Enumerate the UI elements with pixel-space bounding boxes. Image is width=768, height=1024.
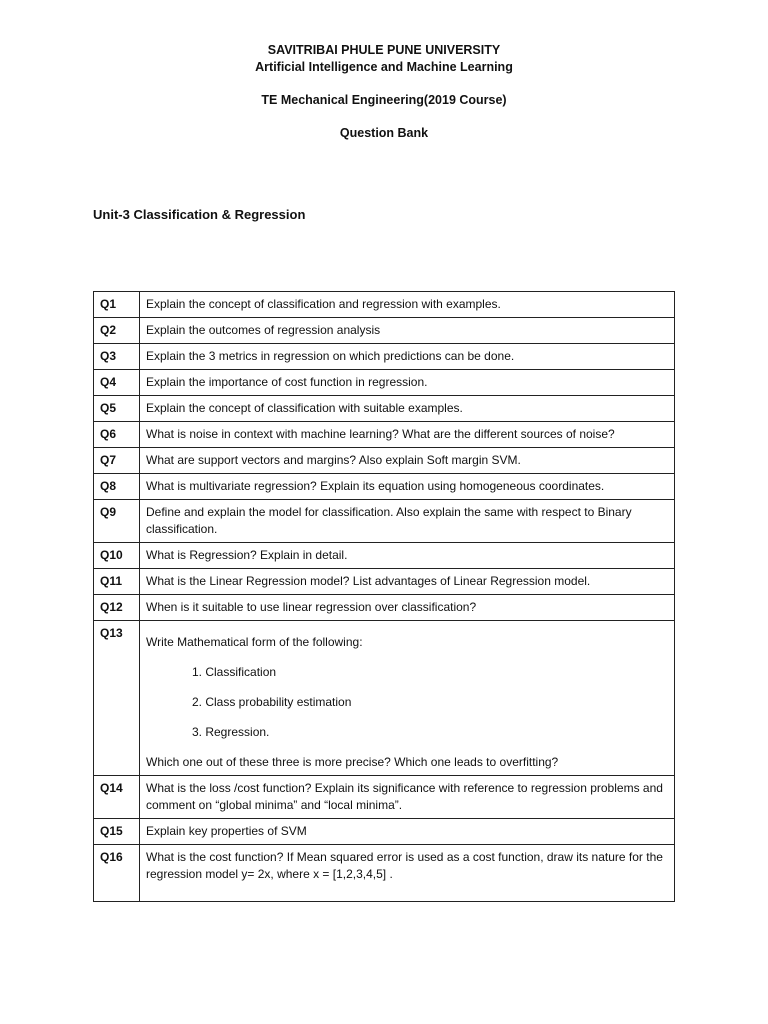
table-row (94, 448, 675, 474)
question-subitem: 1. Classification (192, 665, 277, 679)
question-text: Explain the concept of classification and regression with examples. (140, 292, 675, 318)
unit-title: Unit-3 Classification & Regression (93, 207, 306, 222)
table-row (94, 474, 675, 500)
question-number: Q2 (94, 318, 140, 344)
question-number: Q9 (94, 500, 140, 543)
question-number: Q14 (94, 776, 140, 819)
table-row (94, 819, 675, 845)
table-row (94, 318, 675, 344)
question-tail: Which one out of these three is more precise? Which one leads to overfitting? (146, 755, 559, 769)
question-text: Explain key properties of SVM (140, 819, 675, 845)
question-number: Q15 (94, 819, 140, 845)
table-row (94, 292, 675, 318)
question-text: What are support vectors and margins? Also explain Soft margin SVM. (140, 448, 675, 474)
question-number: Q4 (94, 370, 140, 396)
question-text: Explain the outcomes of regression analysis (140, 318, 675, 344)
question-subitem: 2. Class probability estimation (192, 695, 352, 709)
university-name: SAVITRIBAI PHULE PUNE UNIVERSITY (267, 43, 501, 57)
table-row (94, 621, 675, 776)
question-lead: Write Mathematical form of the following: (146, 635, 363, 649)
table-row (94, 370, 675, 396)
question-text: Explain the concept of classification with suitable examples. (140, 396, 675, 422)
question-number: Q8 (94, 474, 140, 500)
question-text: Define and explain the model for classification. Also explain the same with respect to Binary classification. (140, 500, 675, 543)
question-text-multipart (140, 621, 675, 776)
question-subitem: 3. Regression. (192, 725, 270, 739)
question-text: What is noise in context with machine learning? What are the different sources of noise? (140, 422, 675, 448)
question-number: Q10 (94, 543, 140, 569)
question-text: What is the cost function? If Mean squared error is used as a cost function, draw its nature for the regression model y= 2x, where x = [1,2,3,4,5] . (140, 845, 675, 902)
table-row (94, 396, 675, 422)
subject-title: Artificial Intelligence and Machine Learning (255, 60, 513, 74)
question-number: Q5 (94, 396, 140, 422)
question-number: Q11 (94, 569, 140, 595)
question-text: What is the Linear Regression model? List advantages of Linear Regression model. (140, 569, 675, 595)
table-row (94, 422, 675, 448)
table-row (94, 569, 675, 595)
document-type: Question Bank (339, 126, 429, 140)
question-text: What is multivariate regression? Explain its equation using homogeneous coordinates. (140, 474, 675, 500)
question-text: Explain the 3 metrics in regression on which predictions can be done. (140, 344, 675, 370)
question-number: Q6 (94, 422, 140, 448)
question-number: Q1 (94, 292, 140, 318)
question-number: Q12 (94, 595, 140, 621)
question-text: What is the loss /cost function? Explain its significance with reference to regression problems and comment on “global minima” and “local minima”. (140, 776, 675, 819)
question-number: Q7 (94, 448, 140, 474)
question-table (93, 291, 675, 902)
table-row (94, 845, 675, 902)
question-text: When is it suitable to use linear regression over classification? (140, 595, 675, 621)
table-row (94, 344, 675, 370)
question-number: Q3 (94, 344, 140, 370)
table-row (94, 595, 675, 621)
question-number: Q13 (94, 621, 140, 776)
question-number: Q16 (94, 845, 140, 902)
table-row (94, 500, 675, 543)
question-text: Explain the importance of cost function in regression. (140, 370, 675, 396)
question-text: What is Regression? Explain in detail. (140, 543, 675, 569)
course-title: TE Mechanical Engineering(2019 Course) (261, 93, 507, 107)
table-row (94, 543, 675, 569)
table-row (94, 776, 675, 819)
